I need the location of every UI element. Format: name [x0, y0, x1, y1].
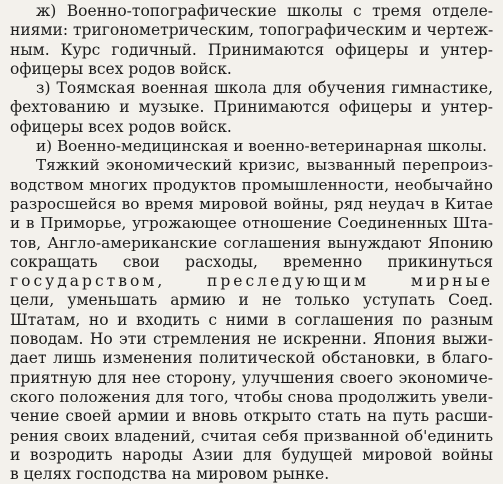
text-line: водством многих продуктов промышленности, необычайно — [10, 175, 493, 194]
text-line: ж) Военно-топографические школы с тремя отделе- — [36, 2, 493, 20]
text-line: поводам. Но эти стремления не искренни. Япония выжи- — [10, 330, 493, 349]
text-line: разросшейся во время мировой войны, ряд неудач в Китае — [10, 194, 493, 213]
text-line: Тяжкий экономический кризис, вызванный перепроиз- — [36, 156, 493, 175]
text-line: и) Военно-медицинская и военно-ветеринарная школы. — [36, 137, 488, 156]
text-line: з) Тоямская военная школа для обучения гимнастике, — [36, 79, 493, 98]
text-line: ниями: тригонометрическим, топографическим и чертеж- — [10, 21, 493, 40]
text-line: тов, Англо-американские соглашения вынуждают Японию — [10, 233, 493, 252]
text-line: государством, преследующим мирные — [10, 272, 493, 291]
text-line: чение своей армии и вновь открыто стать на путь расши- — [10, 407, 493, 426]
text-line: и возродить народы Азии для будущей мировой войны — [10, 445, 493, 464]
text-line: офицеры всех родов войск. — [10, 59, 232, 78]
text-line: сокращать свои расходы, временно прикинуться — [10, 252, 493, 271]
text-line: фехтованию и музыке. Принимаются офицеры и унтер- — [10, 98, 493, 117]
text-line: ным. Курс годичный. Принимаются офицеры и унтер- — [10, 40, 493, 59]
text-line: и в Приморье, угрожающее отношение Соединенных Шта- — [10, 214, 493, 233]
text-line: рения своих владений, считая себя призванной об'единить — [10, 426, 493, 445]
text-line: дает лишь изменения политической обстановки, в благо- — [10, 349, 493, 368]
text-line: ского положения для того, чтобы снова продолжить увели- — [10, 387, 493, 406]
text-line: Штатам, но и входить с ними в соглашения по разным — [10, 310, 493, 329]
text-line: в целях господства на мировом рынке. — [10, 465, 330, 484]
text-line: офицеры всех родов войск. — [10, 117, 232, 136]
text-line: цели, уменьшать армию и не только уступать Соед. — [10, 291, 493, 310]
text-line: приятную для нее сторону, улучшения своего экономиче- — [10, 368, 493, 387]
